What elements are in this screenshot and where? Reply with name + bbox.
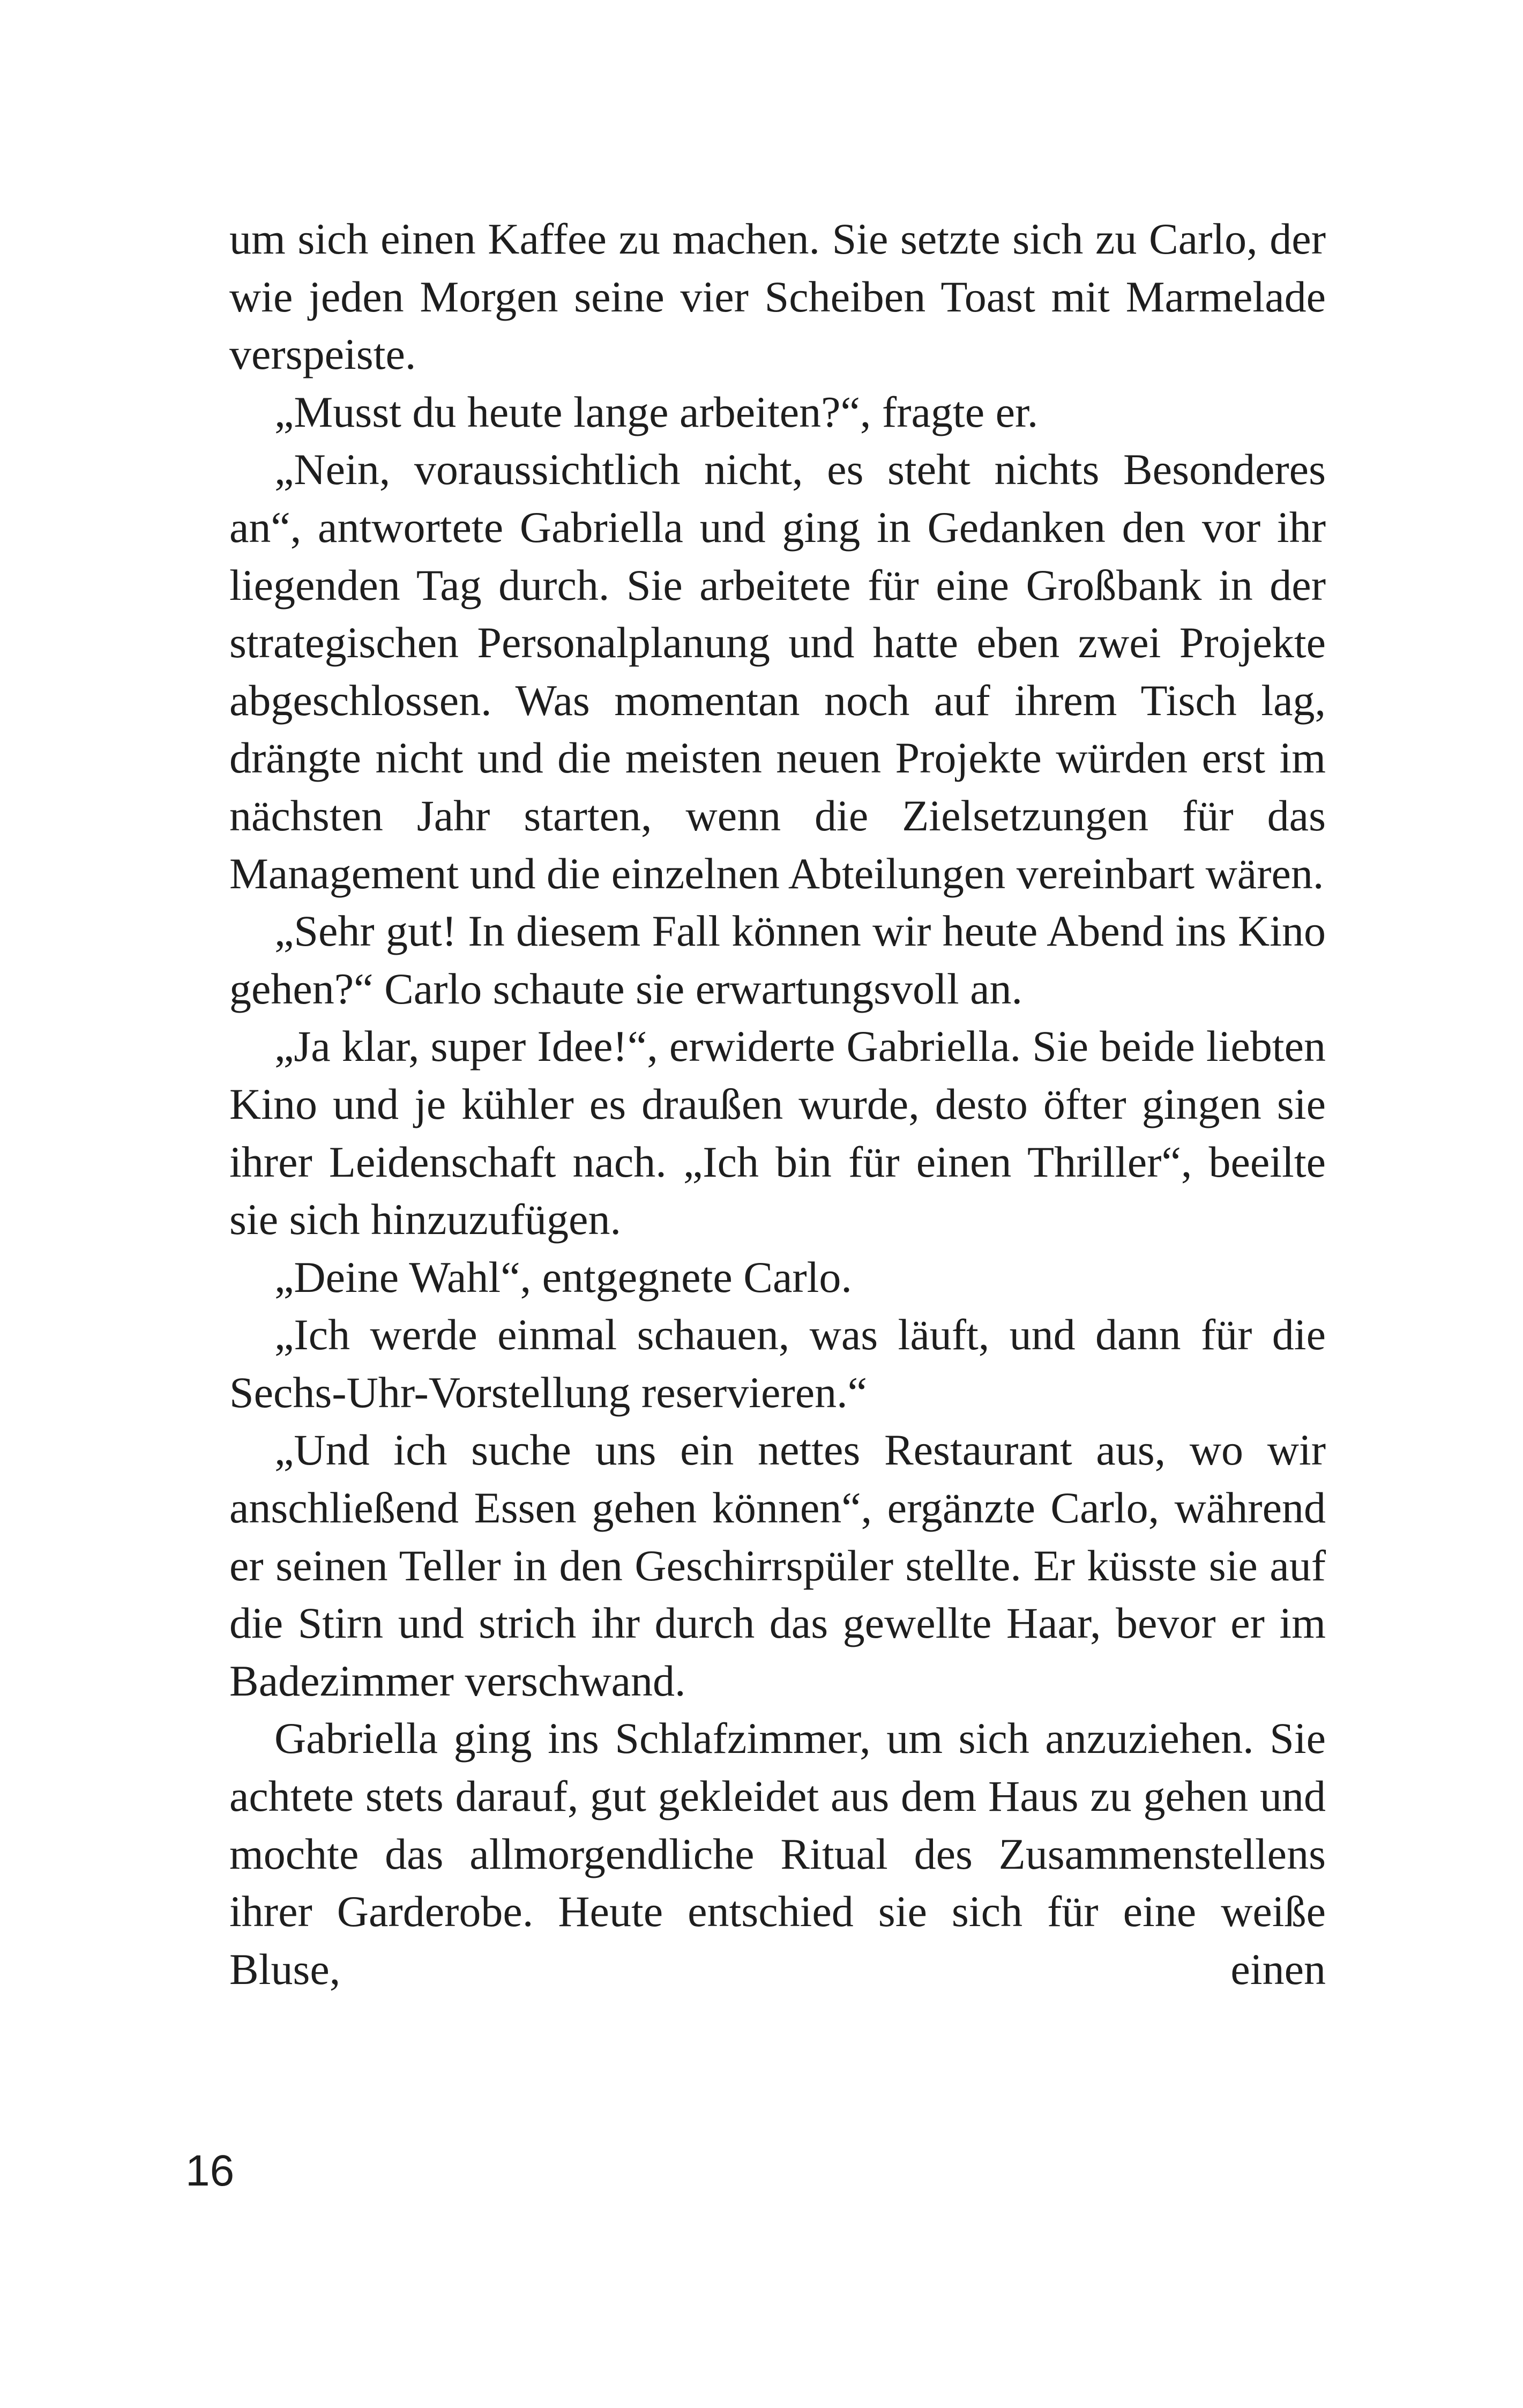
paragraph: um sich einen Kaffee zu machen. Sie setzte sich zu Carlo, der wie jeden Morgen seine vier Scheiben Toast mit Marmelade verspeiste. bbox=[229, 214, 1326, 379]
paragraph: „Sehr gut! In diesem Fall können wir heute Abend ins Kino gehen?“ Carlo schaute sie erwartungsvoll an. bbox=[229, 906, 1326, 1013]
paragraph: „Ja klar, super Idee!“, erwiderte Gabriella. Sie beide liebten Kino und je kühler es draußen wurde, desto öfter gingen sie ihrer Leidenschaft nach. „Ich bin für einen Thriller“, beeilte sie sich hinzuzufügen. bbox=[229, 1022, 1326, 1244]
paragraph: „Ich werde einmal schauen, was läuft, und dann für die Sechs-Uhr-Vorstellung reservieren.“ bbox=[229, 1310, 1326, 1417]
paragraph: „Nein, voraussichtlich nicht, es steht nichts Besonderes an“, antwortete Gabriella und ging in Gedanken den vor ihr liegenden Tag durch. Sie arbeitete für eine Großbank in der strategischen Personalplanung und hatte eben zwei Projekte abgeschlossen. Was momentan noch auf ihrem Tisch lag, drängte nicht und die meisten neuen Projekte würden erst im nächsten Jahr starten, wenn die Zielsetzungen für das Management und die einzelnen Abteilungen vereinbart wären. bbox=[229, 445, 1326, 898]
paragraph: „Musst du heute lange arbeiten?“, fragte er. bbox=[274, 387, 1039, 436]
paragraph: Gabriella ging ins Schlafzimmer, um sich anzuziehen. Sie achtete stets darauf, gut gekleidet aus dem Haus zu gehen und mochte das allmorgendliche Ritual des Zusammenstellens ihrer Garderobe. Heute entschied sie sich für eine weiße Bluse, einen bbox=[229, 1714, 1326, 1994]
paragraph: „Deine Wahl“, entgegnete Carlo. bbox=[274, 1252, 852, 1302]
page-number: 16 bbox=[185, 2146, 235, 2195]
page-body bbox=[229, 210, 1326, 1998]
paragraph: „Und ich suche uns ein nettes Restaurant aus, wo wir anschließend Essen gehen können“, ergänzte Carlo, während er seinen Teller in den Geschirrspüler stellte. Er küsste sie auf die Stirn und strich ihr durch das gewellte Haar, bevor er im Badezimmer verschwand. bbox=[229, 1425, 1326, 1705]
